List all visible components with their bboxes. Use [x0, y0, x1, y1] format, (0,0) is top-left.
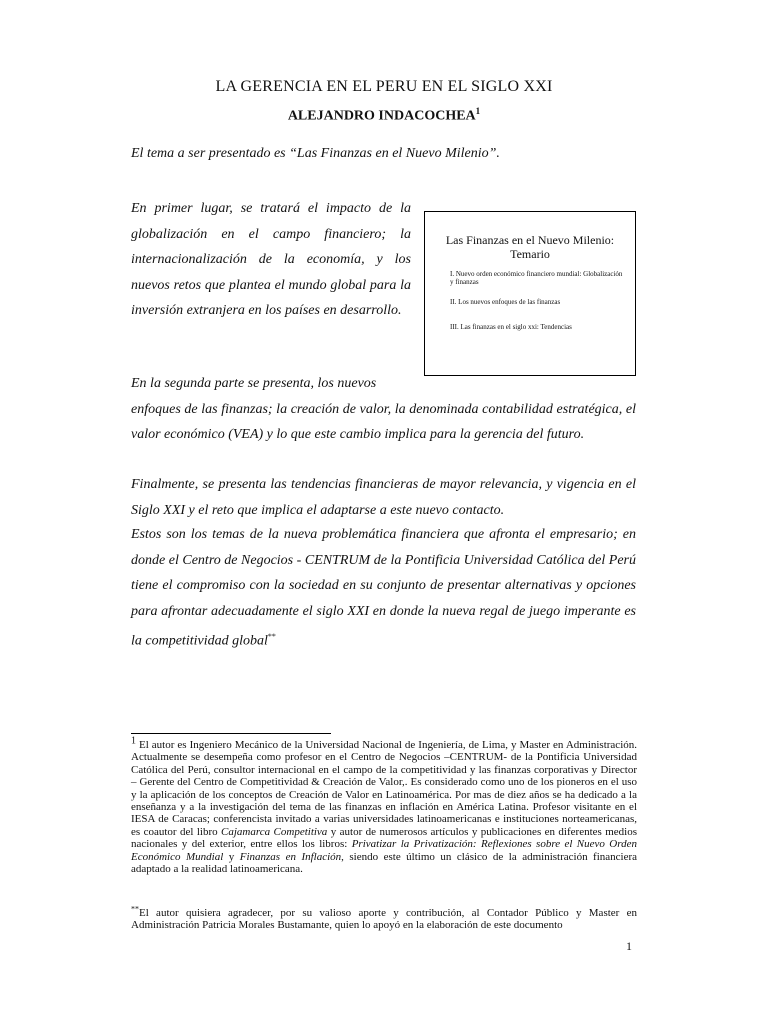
footnote-author-bio	[131, 735, 638, 876]
author-name	[0, 106, 768, 125]
book-title: Privatizar la Privatización: Reflexiones sobre el Nuevo Orden Económico Mundial	[131, 838, 637, 863]
book-title: Finanzas en Inflación	[239, 850, 342, 863]
footnote-mark: **	[131, 904, 139, 914]
document-title: LA GERENCIA EN EL PERU EN EL SIGLO XXI	[215, 78, 553, 95]
footnote-text: y autor de numerosos artículos y publicaciones en diferentes medios nacionales y del exterior, entre ellos los libros:	[131, 825, 637, 851]
book-title: Cajamarca Competitiva	[221, 825, 328, 838]
author-name-text: ALEJANDRO INDACOCHEA	[287, 108, 476, 124]
footnote-mark: 1	[131, 735, 136, 747]
intro-paragraph: El tema a ser presentado es “Las Finanzas en el Nuevo Milenio”.	[131, 146, 500, 161]
paragraph-second-part-start: En la segunda parte se presenta, los nuevos	[131, 376, 377, 391]
syllabus-item: II. Los nuevos enfoques de las finanzas	[450, 298, 561, 306]
footnote-acknowledgement	[131, 904, 637, 932]
acknowledgement-footnote-mark: **	[267, 632, 276, 641]
footnote-text: El autor quisiera agradecer, por su valioso aporte y contribución, al Contador Público y Master en Administración Patricia Morales Bustamante, quien lo apoyó en la elaboración de este documento	[131, 907, 637, 932]
paragraph-trends: Finalmente, se presenta las tendencias financieras de mayor relevancia, y vigencia en el Siglo XXI y el reto que implica el adaptarse a este nuevo contacto.	[131, 477, 636, 518]
paragraph-second-part-end: enfoques de las finanzas; la creación de valor, la denominada contabilidad estratégica, el valor económico (VEA) y lo que este cambio implica para la gerencia del futuro.	[131, 402, 636, 442]
syllabus-item: I. Nuevo orden económico financiero mundial: Globalización y finanzas	[450, 270, 623, 286]
paragraph-centrum	[131, 522, 636, 654]
author-footnote-mark: 1	[475, 106, 481, 116]
syllabus-item: III. Las finanzas en el siglo xxi: Tendencias	[450, 323, 572, 331]
syllabus-box	[424, 211, 636, 376]
paragraph-globalization: En primer lugar, se tratará el impacto de la globalización en el campo financiero; la internacionalización de la economía, y los nuevos retos que plantea el mundo global para la inversión extranjera en los países en desarrollo.	[131, 201, 411, 318]
syllabus-list	[450, 270, 625, 331]
footnote-separator	[131, 733, 331, 734]
footnote-text: y	[228, 850, 235, 863]
syllabus-title: Las Finanzas en el Nuevo Milenio: Temario	[445, 233, 615, 261]
paragraph-centrum-text: Estos son los temas de la nueva problemática financiera que afronta el empresario; en donde el Centro de Negocios - CENTRUM de la Pontificia Universidad Católica del Perú tiene el compromiso con la sociedad en su conjunto de presentar alternativas y opciones para afrontar adecuadamente el siglo XXI en donde la nueva regal de juego imperante es la competitividad global	[131, 527, 636, 649]
footnote-text: El autor es Ingeniero Mecánico de la Universidad Nacional de Ingeniería, de Lima, y Master en Administración. Actualmente se desempeña como profesor en el Centro de Negocios –CENTRUM- de la Pontificia Universidad Católica del Perú, consultor internacional en el campo de la competitividad y las finanzas corporativas y Director – Gerente del Centro de Competitividad & Creación de Valor,. Es considerado como uno de los pioneros en el uso y la aplicación de los conceptos de Creación de Valor en Latinoamérica. Por mas de diez años se ha dedicado a la enseñanza y a la investigación del tema de las finanzas en inflación en América Latina. Profesor visitante en el IESA de Caracas; conferencista invitado a varias universidades latinoamericanas e instituciones norteamericanas, es coautor del libro	[131, 739, 637, 838]
footnote-text: , siendo este último un clásico de la administración financiera adaptado a la realidad latinoamericana.	[131, 850, 638, 876]
page-number: 1	[626, 939, 632, 953]
